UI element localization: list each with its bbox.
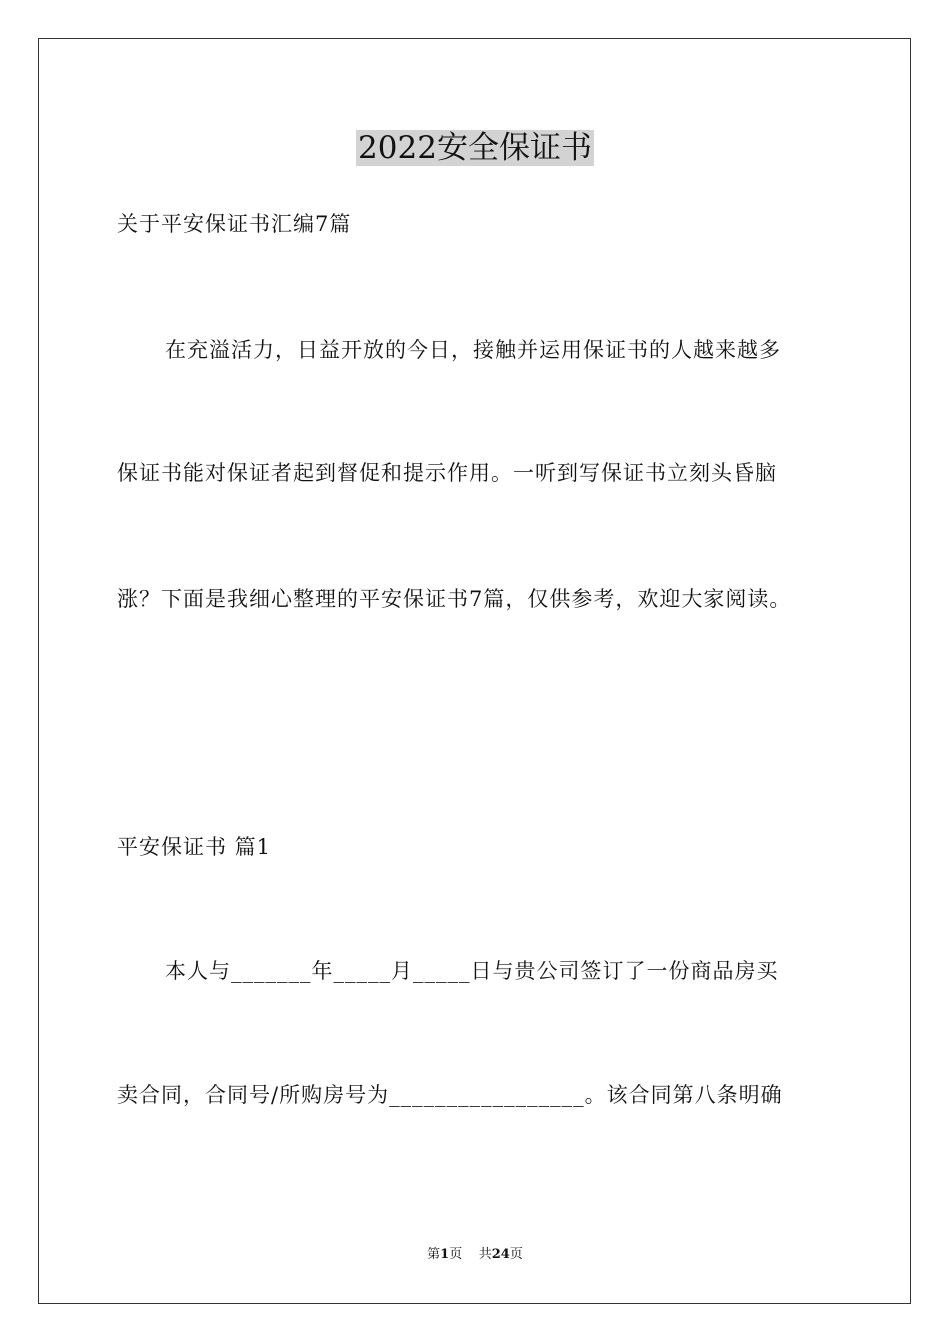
document-title — [0, 126, 950, 170]
footer-page-total: 24 — [491, 1247, 510, 1262]
footer-page-suffix: 页 — [509, 1247, 523, 1262]
intro-line-1: 在充溢活力，日益开放的今日，接触并运用保证书的人越来越多 — [165, 338, 781, 362]
footer-page-current: 1 — [440, 1247, 450, 1262]
section-heading: 平安保证书 篇1 — [117, 835, 272, 859]
intro-line-3: 涨？下面是我细心整理的平安保证书7篇，仅供参考，欢迎大家阅读。 — [117, 587, 792, 611]
document-subtitle: 关于平安保证书汇编7篇 — [117, 212, 352, 236]
section-line-1: 本人与_______年_____月_____日与贵公司签订了一份商品房买 — [165, 959, 779, 983]
footer-page-prefix: 第 — [427, 1247, 441, 1262]
document-title-text: 2022安全保证书 — [358, 130, 592, 166]
page-footer — [0, 1246, 950, 1264]
intro-line-2: 保证书能对保证者起到督促和提示作用。一听到写保证书立刻头昏脑 — [117, 461, 777, 485]
section-line-2: 卖合同，合同号/所购房号为_________________。该合同第八条明确 — [117, 1083, 783, 1107]
footer-page-mid: 页 共 — [449, 1247, 492, 1262]
